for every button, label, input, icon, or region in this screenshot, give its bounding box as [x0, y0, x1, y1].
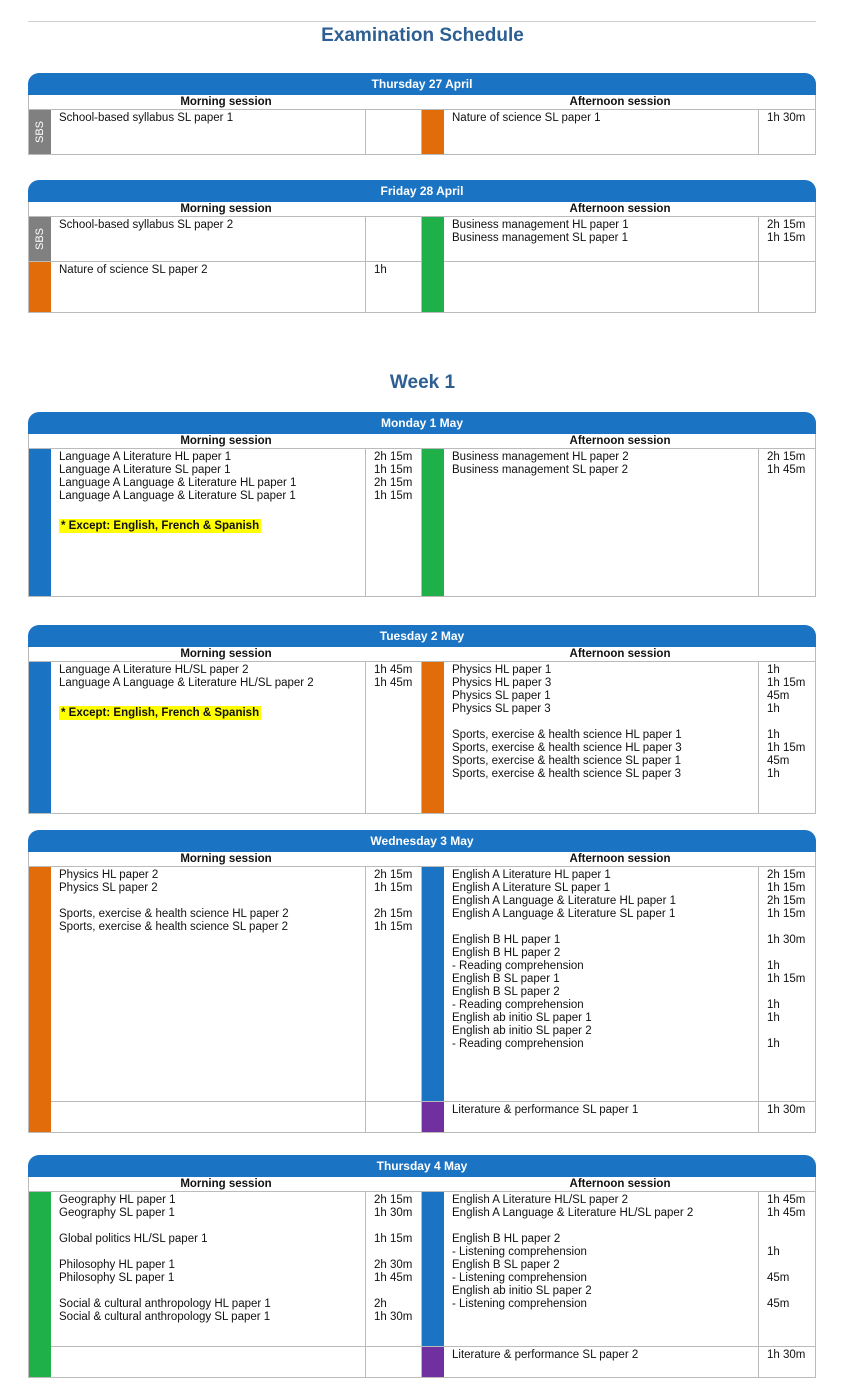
afternoon-cell [422, 449, 816, 596]
morning-subjects [51, 1192, 366, 1346]
spacer [59, 1220, 357, 1233]
morning-subject-color-bar [29, 1346, 51, 1377]
exam-duration: 1h 30m [767, 112, 806, 124]
exam-duration [767, 1259, 807, 1272]
day-block [28, 830, 816, 1133]
page-title: Examination Schedule [321, 25, 524, 46]
afternoon-subject-color-bar [422, 662, 444, 813]
exam-duration [374, 112, 413, 125]
morning-durations [366, 262, 421, 312]
afternoon-subjects [444, 1102, 759, 1132]
spacer [374, 895, 413, 908]
exam-duration: 1h [767, 1012, 780, 1024]
afternoon-durations [759, 867, 815, 1101]
exam-paper: Physics SL paper 1 [452, 690, 551, 702]
morning-subject-color-bar [29, 867, 51, 1101]
exam-paper: - Listening comprehension [452, 1298, 587, 1310]
afternoon-durations [759, 1192, 815, 1346]
spacer [374, 1285, 413, 1298]
day-header: Wednesday 3 May [28, 830, 816, 852]
exam-paper: Business management HL paper 1 [452, 219, 629, 231]
day-header: Monday 1 May [28, 412, 816, 434]
afternoon-session-label: Afternoon session [569, 1178, 671, 1190]
exam-paper: Language A Language & Literature HL paper 1 [59, 477, 297, 489]
afternoon-durations [759, 1347, 815, 1377]
morning-session-label: Morning session [180, 1178, 272, 1190]
week-title: Week 1 [389, 372, 456, 393]
afternoon-subject-color-bar [422, 867, 444, 1101]
exam-duration: 1h 15m [767, 973, 806, 985]
exam-duration: 1h [767, 999, 780, 1011]
morning-subjects [51, 662, 366, 813]
except-highlight: * Except: English, French & Spanish [61, 520, 260, 532]
day-block [28, 180, 816, 313]
morning-subject-color-bar [29, 449, 51, 596]
schedule-row [28, 866, 816, 1101]
day-header: Friday 28 April [28, 180, 816, 202]
exam-duration: 1h [767, 729, 780, 741]
morning-subject-color-bar [29, 1101, 51, 1132]
exam-paper: Language A Language & Literature HL/SL paper 2 [59, 677, 314, 689]
morning-session-label: Morning session [180, 203, 272, 215]
exam-duration: 2h 15m [767, 869, 806, 881]
exam-duration: 1h 15m [767, 677, 806, 689]
afternoon-subject-color-bar [422, 1347, 444, 1377]
day-header: Thursday 4 May [28, 1155, 816, 1177]
exam-duration: 2h 30m [374, 1259, 413, 1271]
schedule-row [28, 1346, 816, 1378]
exam-duration: 2h 15m [374, 869, 413, 881]
exam-duration: 1h 45m [374, 677, 413, 689]
exam-paper: Geography HL paper 1 [59, 1194, 176, 1206]
schedule-row [28, 109, 816, 155]
spacer [452, 1220, 750, 1233]
schedule-row [28, 448, 816, 597]
exam-duration: 45m [767, 690, 790, 702]
day-block [28, 1155, 816, 1378]
afternoon-durations [759, 1102, 815, 1132]
morning-durations [366, 1192, 421, 1346]
exam-duration: 1h 15m [767, 232, 806, 244]
morning-cell [28, 867, 422, 1101]
exam-paper: - Reading comprehension [452, 999, 584, 1011]
morning-cell [28, 662, 422, 813]
afternoon-durations [759, 662, 815, 813]
exam-duration: 1h [767, 664, 780, 676]
morning-session-label: Morning session [180, 435, 272, 447]
exam-duration: 45m [767, 1298, 790, 1310]
morning-cell [28, 1101, 422, 1132]
exam-paper: English B HL paper 2 [452, 1233, 561, 1245]
exam-paper: Sports, exercise & health science HL paper 3 [452, 742, 682, 754]
exam-duration: 1h 30m [767, 1349, 806, 1361]
exam-paper: English ab initio SL paper 2 [452, 1285, 592, 1297]
exam-duration: 2h 15m [374, 908, 413, 920]
morning-subjects [51, 867, 366, 1101]
exam-paper: English B SL paper 2 [452, 1259, 560, 1271]
exam-paper: English B SL paper 2 [452, 986, 560, 998]
exam-paper: Philosophy SL paper 1 [59, 1272, 175, 1284]
afternoon-session-label: Afternoon session [569, 96, 671, 108]
morning-subject-color-bar [29, 110, 51, 154]
spacer [374, 1220, 413, 1233]
morning-cell [28, 449, 422, 596]
spacer [59, 1246, 357, 1259]
spacer [767, 921, 807, 934]
exam-paper: Sports, exercise & health science HL paper 2 [59, 908, 289, 920]
afternoon-subjects [444, 1192, 759, 1346]
exam-paper: Physics HL paper 2 [59, 869, 159, 881]
exam-paper: Sports, exercise & health science SL paper 1 [452, 755, 682, 767]
afternoon-durations [759, 449, 815, 596]
afternoon-subjects [444, 1347, 759, 1377]
morning-cell [28, 1346, 422, 1377]
morning-subject-color-bar [29, 1192, 51, 1346]
exam-duration: 1h 30m [767, 934, 806, 946]
exam-paper: Language A Language & Literature SL paper 1 [59, 490, 296, 502]
afternoon-session-label: Afternoon session [569, 435, 671, 447]
morning-subjects [51, 1101, 366, 1132]
exam-paper: Nature of science SL paper 1 [452, 112, 601, 124]
exam-duration: 1h [767, 1246, 780, 1258]
afternoon-session-label: Afternoon session [569, 853, 671, 865]
exam-paper: Physics SL paper 3 [452, 703, 551, 715]
exam-duration: 1h [767, 768, 780, 780]
exam-paper: Sports, exercise & health science SL paper 3 [452, 768, 682, 780]
exam-duration: 1h 15m [374, 464, 413, 476]
exam-duration: 1h 45m [767, 464, 806, 476]
afternoon-subjects [444, 867, 759, 1101]
afternoon-durations [759, 261, 815, 312]
exam-duration: 1h 15m [767, 742, 806, 754]
exam-duration: 1h 30m [374, 1311, 413, 1323]
exam-paper: Global politics HL/SL paper 1 [59, 1233, 208, 1245]
session-headers [28, 1177, 816, 1191]
morning-subject-color-bar [29, 262, 51, 312]
exam-paper: School-based syllabus SL paper 2 [59, 219, 234, 231]
exam-paper: English B SL paper 1 [452, 973, 560, 985]
exam-duration: 1h [767, 1038, 780, 1050]
schedule-row [28, 261, 816, 313]
afternoon-session-label: Afternoon session [569, 203, 671, 215]
exam-paper: Geography SL paper 1 [59, 1207, 175, 1219]
exam-paper: - Listening comprehension [452, 1246, 587, 1258]
exam-duration: 1h 15m [767, 882, 806, 894]
session-headers [28, 647, 816, 661]
exam-paper: - Reading comprehension [452, 960, 584, 972]
afternoon-subject-color-bar [422, 261, 444, 312]
afternoon-cell [422, 867, 816, 1101]
exam-paper: English A Literature SL paper 1 [452, 882, 611, 894]
morning-cell [28, 1192, 422, 1346]
exam-duration: 45m [767, 755, 790, 767]
afternoon-cell [422, 217, 816, 261]
exam-duration: 1h 45m [374, 664, 413, 676]
exam-duration [767, 1233, 807, 1246]
afternoon-cell [422, 261, 816, 312]
morning-durations [366, 217, 421, 261]
exam-paper: Philosophy HL paper 1 [59, 1259, 175, 1271]
except-note [59, 703, 357, 721]
exam-paper: English A Language & Literature HL paper 1 [452, 895, 676, 907]
morning-cell [28, 262, 422, 312]
schedule-row [28, 216, 816, 261]
day-block [28, 73, 816, 155]
exam-duration [767, 1025, 807, 1038]
exam-duration: 1h 15m [374, 490, 413, 502]
afternoon-cell [422, 1192, 816, 1346]
exam-paper: Language A Literature HL/SL paper 2 [59, 664, 249, 676]
exam-paper: Physics SL paper 2 [59, 882, 158, 894]
afternoon-session-label: Afternoon session [569, 648, 671, 660]
afternoon-subject-color-bar [422, 1102, 444, 1132]
exam-paper: English A Literature HL paper 1 [452, 869, 611, 881]
day-header: Tuesday 2 May [28, 625, 816, 647]
exam-duration: 2h 15m [767, 895, 806, 907]
exam-paper: School-based syllabus SL paper 1 [59, 112, 234, 124]
day-block [28, 412, 816, 597]
morning-cell [28, 217, 422, 261]
exam-paper: Business management HL paper 2 [452, 451, 629, 463]
afternoon-subject-color-bar [422, 110, 444, 154]
exam-duration: 1h 45m [374, 1272, 413, 1284]
exam-duration: 2h 15m [767, 451, 806, 463]
morning-subjects [51, 449, 366, 596]
afternoon-subjects [444, 449, 759, 596]
exam-duration: 1h 15m [374, 882, 413, 894]
exam-paper: Literature & performance SL paper 2 [452, 1349, 639, 1361]
exam-paper: Literature & performance SL paper 1 [452, 1104, 639, 1116]
afternoon-subjects [444, 110, 759, 154]
except-note [59, 516, 357, 534]
exam-duration: 1h [767, 960, 780, 972]
top-rule [28, 21, 816, 22]
morning-durations [366, 867, 421, 1101]
spacer [59, 895, 357, 908]
morning-durations [366, 1346, 421, 1377]
spacer [767, 1220, 807, 1233]
session-headers [28, 852, 816, 866]
exam-duration: 1h 45m [767, 1207, 806, 1219]
spacer [452, 921, 750, 934]
exam-paper: English ab initio SL paper 1 [452, 1012, 592, 1024]
exam-duration: 2h 15m [374, 477, 413, 489]
afternoon-subjects [444, 662, 759, 813]
except-highlight: * Except: English, French & Spanish [61, 707, 260, 719]
morning-durations [366, 110, 421, 154]
schedule-row [28, 661, 816, 814]
exam-duration: 2h 15m [767, 219, 806, 231]
exam-duration: 1h 15m [374, 921, 413, 933]
afternoon-durations [759, 110, 815, 154]
exam-paper: English A Language & Literature SL paper 1 [452, 908, 676, 920]
session-headers [28, 434, 816, 448]
afternoon-cell [422, 1347, 816, 1377]
afternoon-subject-color-bar [422, 449, 444, 596]
morning-subjects [51, 262, 366, 312]
exam-paper: Sports, exercise & health science HL paper 1 [452, 729, 682, 741]
exam-duration [767, 1285, 807, 1298]
exam-duration [767, 947, 807, 960]
exam-paper: Business management SL paper 1 [452, 232, 629, 244]
exam-duration: 1h 30m [767, 1104, 806, 1116]
morning-session-label: Morning session [180, 96, 272, 108]
exam-duration: 1h [374, 264, 387, 276]
exam-paper: Physics HL paper 3 [452, 677, 552, 689]
session-headers [28, 95, 816, 109]
exam-duration: 45m [767, 1272, 790, 1284]
exam-paper: Social & cultural anthropology SL paper 1 [59, 1311, 271, 1323]
schedule-row [28, 1191, 816, 1346]
sbs-badge: SBS [34, 227, 46, 251]
exam-paper: English A Literature HL/SL paper 2 [452, 1194, 629, 1206]
exam-paper: English B HL paper 2 [452, 947, 561, 959]
exam-duration: 1h 15m [374, 1233, 413, 1245]
exam-paper: English A Language & Literature HL/SL paper 2 [452, 1207, 694, 1219]
morning-subjects [51, 110, 366, 154]
morning-session-label: Morning session [180, 853, 272, 865]
afternoon-cell [422, 662, 816, 813]
exam-paper: Business management SL paper 2 [452, 464, 629, 476]
afternoon-subject-color-bar [422, 1192, 444, 1346]
morning-subjects [51, 1346, 366, 1377]
afternoon-cell [422, 1102, 816, 1132]
exam-paper: English B HL paper 1 [452, 934, 561, 946]
exam-duration: 2h 15m [374, 451, 413, 463]
exam-duration: 1h 30m [374, 1207, 413, 1219]
morning-subject-color-bar [29, 217, 51, 261]
exam-paper: - Reading comprehension [452, 1038, 584, 1050]
spacer [374, 1246, 413, 1259]
morning-cell [28, 110, 422, 154]
morning-durations [366, 662, 421, 813]
morning-durations [366, 1101, 421, 1132]
exam-paper: Sports, exercise & health science SL paper 2 [59, 921, 289, 933]
day-header: Thursday 27 April [28, 73, 816, 95]
afternoon-cell [422, 110, 816, 154]
morning-subject-color-bar [29, 662, 51, 813]
morning-session-label: Morning session [180, 648, 272, 660]
exam-duration: 2h [374, 1298, 387, 1310]
exam-paper: Language A Literature SL paper 1 [59, 464, 231, 476]
exam-paper: Nature of science SL paper 2 [59, 264, 208, 276]
afternoon-subject-color-bar [422, 217, 444, 261]
exam-duration [767, 986, 807, 999]
spacer [59, 1285, 357, 1298]
afternoon-subjects [444, 261, 759, 312]
morning-durations [366, 449, 421, 596]
morning-subjects [51, 217, 366, 261]
spacer [452, 716, 750, 729]
spacer [767, 716, 807, 729]
exam-paper: Physics HL paper 1 [452, 664, 552, 676]
exam-duration: 2h 15m [374, 1194, 413, 1206]
exam-duration: 1h [767, 703, 780, 715]
exam-duration [374, 219, 413, 232]
exam-paper: - Listening comprehension [452, 1272, 587, 1284]
exam-duration: 1h 45m [767, 1194, 806, 1206]
schedule-row [28, 1101, 816, 1133]
exam-duration: 1h 15m [767, 908, 806, 920]
exam-paper: English ab initio SL paper 2 [452, 1025, 592, 1037]
afternoon-subjects [444, 217, 759, 261]
session-headers [28, 202, 816, 216]
day-block [28, 625, 816, 814]
sbs-badge: SBS [34, 120, 46, 144]
exam-paper: Language A Literature HL paper 1 [59, 451, 232, 463]
exam-paper: Social & cultural anthropology HL paper 1 [59, 1298, 271, 1310]
afternoon-durations [759, 217, 815, 261]
